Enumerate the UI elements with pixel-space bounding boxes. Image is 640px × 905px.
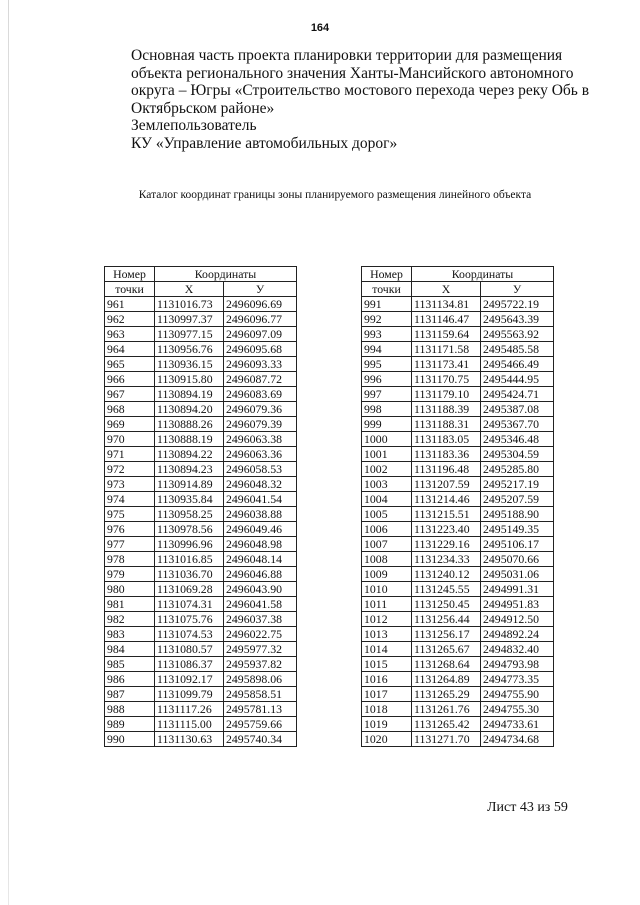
point-number-cell: 966 (105, 372, 155, 387)
point-number-cell: 995 (362, 357, 412, 372)
point-number-cell: 1020 (362, 732, 412, 747)
coord-x-cell: 1131183.05 (412, 432, 481, 447)
coord-y-cell: 2494892.24 (481, 627, 554, 642)
table-row (362, 687, 554, 702)
table-row (105, 342, 297, 357)
coord-y-cell: 2495188.90 (481, 507, 554, 522)
coord-y-cell: 2496096.69 (224, 297, 297, 312)
point-number-cell: 1014 (362, 642, 412, 657)
point-number-cell: 999 (362, 417, 412, 432)
point-number-cell: 1016 (362, 672, 412, 687)
header-number-bottom: точки (362, 282, 412, 297)
coord-x-cell: 1130978.56 (155, 522, 224, 537)
point-number-cell: 1001 (362, 447, 412, 462)
coord-x-cell: 1130888.19 (155, 432, 224, 447)
coord-x-cell: 1131069.28 (155, 582, 224, 597)
coord-x-cell: 1131188.39 (412, 402, 481, 417)
point-number-cell: 1006 (362, 522, 412, 537)
table-row (105, 462, 297, 477)
coord-y-cell: 2494912.50 (481, 612, 554, 627)
table-row (362, 657, 554, 672)
table-row (362, 297, 554, 312)
point-number-cell: 1008 (362, 552, 412, 567)
coord-y-cell: 2495285.80 (481, 462, 554, 477)
point-number-cell: 1012 (362, 612, 412, 627)
table-row (105, 372, 297, 387)
coord-y-cell: 2495858.51 (224, 687, 297, 702)
point-number-cell: 1004 (362, 492, 412, 507)
coord-x-cell: 1130894.20 (155, 402, 224, 417)
table-row (105, 507, 297, 522)
coord-y-cell: 2496095.68 (224, 342, 297, 357)
table-row (105, 612, 297, 627)
coord-x-cell: 1131170.75 (412, 372, 481, 387)
coord-x-cell: 1131214.46 (412, 492, 481, 507)
table-row (362, 342, 554, 357)
coord-x-cell: 1131240.12 (412, 567, 481, 582)
coord-y-cell: 2495722.19 (481, 297, 554, 312)
header-x: X (412, 282, 481, 297)
coord-x-cell: 1131086.37 (155, 657, 224, 672)
coord-x-cell: 1131173.41 (412, 357, 481, 372)
point-number-cell: 985 (105, 657, 155, 672)
header-number-top: Номер (105, 267, 155, 282)
point-number-cell: 963 (105, 327, 155, 342)
point-number-cell: 988 (105, 702, 155, 717)
point-number-cell: 1015 (362, 657, 412, 672)
table-body-right (362, 297, 554, 747)
coord-x-cell: 1131196.48 (412, 462, 481, 477)
point-number-cell: 982 (105, 612, 155, 627)
table-row (362, 432, 554, 447)
coord-y-cell: 2495387.08 (481, 402, 554, 417)
point-number-cell: 993 (362, 327, 412, 342)
header-line: округа – Югры «Строительство мостового перехода через реку Обь в (131, 82, 590, 100)
coord-x-cell: 1131075.76 (155, 612, 224, 627)
point-number-cell: 1019 (362, 717, 412, 732)
coord-y-cell: 2496022.75 (224, 627, 297, 642)
table-row (362, 732, 554, 747)
table-row (105, 327, 297, 342)
coordinates-table-right (361, 266, 554, 747)
point-number-cell: 975 (105, 507, 155, 522)
coord-y-cell: 2496079.39 (224, 417, 297, 432)
point-number-cell: 973 (105, 477, 155, 492)
coord-x-cell: 1130914.89 (155, 477, 224, 492)
point-number-cell: 980 (105, 582, 155, 597)
table-row (105, 297, 297, 312)
table-row (105, 582, 297, 597)
coord-x-cell: 1131223.40 (412, 522, 481, 537)
table-row (362, 672, 554, 687)
coord-x-cell: 1131265.29 (412, 687, 481, 702)
table-body-left (105, 297, 297, 747)
coord-y-cell: 2495563.92 (481, 327, 554, 342)
table-row (362, 492, 554, 507)
coord-x-cell: 1130956.76 (155, 342, 224, 357)
table-row (105, 732, 297, 747)
table-row (362, 582, 554, 597)
coord-x-cell: 1130997.37 (155, 312, 224, 327)
table-row (105, 627, 297, 642)
coord-y-cell: 2495424.71 (481, 387, 554, 402)
table-row (105, 597, 297, 612)
point-number-cell: 967 (105, 387, 155, 402)
coord-y-cell: 2495444.95 (481, 372, 554, 387)
point-number-cell: 976 (105, 522, 155, 537)
coord-x-cell: 1131074.31 (155, 597, 224, 612)
point-number-cell: 1002 (362, 462, 412, 477)
coord-y-cell: 2495485.58 (481, 342, 554, 357)
document-header (131, 47, 591, 153)
coord-x-cell: 1131215.51 (412, 507, 481, 522)
table-row (105, 522, 297, 537)
scan-edge-shadow (8, 0, 9, 905)
coord-x-cell: 1131099.79 (155, 687, 224, 702)
table-row (362, 372, 554, 387)
point-number-cell: 970 (105, 432, 155, 447)
table-row (105, 432, 297, 447)
coord-x-cell: 1130935.84 (155, 492, 224, 507)
table-row (105, 657, 297, 672)
coord-y-cell: 2496038.88 (224, 507, 297, 522)
coord-x-cell: 1131171.58 (412, 342, 481, 357)
page-number: 164 (310, 22, 330, 34)
coord-x-cell: 1131271.70 (412, 732, 481, 747)
point-number-cell: 1010 (362, 582, 412, 597)
coord-y-cell: 2496087.72 (224, 372, 297, 387)
table-row (362, 627, 554, 642)
point-number-cell: 1000 (362, 432, 412, 447)
point-number-cell: 1007 (362, 537, 412, 552)
table-row (362, 447, 554, 462)
point-number-cell: 972 (105, 462, 155, 477)
table-row (362, 702, 554, 717)
coord-x-cell: 1131146.47 (412, 312, 481, 327)
table-row (362, 417, 554, 432)
coord-y-cell: 2495070.66 (481, 552, 554, 567)
table-row (105, 537, 297, 552)
header-line: Октябрьском районе» (131, 99, 275, 117)
coord-x-cell: 1131268.64 (412, 657, 481, 672)
point-number-cell: 981 (105, 597, 155, 612)
point-number-cell: 968 (105, 402, 155, 417)
coord-y-cell: 2494793.98 (481, 657, 554, 672)
coord-x-cell: 1130936.15 (155, 357, 224, 372)
coord-y-cell: 2495106.17 (481, 537, 554, 552)
table-row (362, 612, 554, 627)
coord-x-cell: 1131117.26 (155, 702, 224, 717)
coord-x-cell: 1131183.36 (412, 447, 481, 462)
table-row (105, 687, 297, 702)
coord-y-cell: 2496096.77 (224, 312, 297, 327)
coord-y-cell: 2494991.31 (481, 582, 554, 597)
table-row (362, 522, 554, 537)
coord-y-cell: 2496058.53 (224, 462, 297, 477)
coord-x-cell: 1130894.23 (155, 462, 224, 477)
coord-y-cell: 2495781.13 (224, 702, 297, 717)
coord-y-cell: 2495346.48 (481, 432, 554, 447)
table-row (362, 717, 554, 732)
coord-x-cell: 1131179.10 (412, 387, 481, 402)
point-number-cell: 969 (105, 417, 155, 432)
point-number-cell: 992 (362, 312, 412, 327)
point-number-cell: 990 (105, 732, 155, 747)
header-number-bottom: точки (105, 282, 155, 297)
table-row (105, 717, 297, 732)
table-row (105, 387, 297, 402)
header-y: У (481, 282, 554, 297)
coord-x-cell: 1131036.70 (155, 567, 224, 582)
coord-x-cell: 1130915.80 (155, 372, 224, 387)
coord-x-cell: 1130996.96 (155, 537, 224, 552)
point-number-cell: 987 (105, 687, 155, 702)
coord-x-cell: 1130894.19 (155, 387, 224, 402)
coord-y-cell: 2496041.54 (224, 492, 297, 507)
point-number-cell: 974 (105, 492, 155, 507)
point-number-cell: 961 (105, 297, 155, 312)
coord-y-cell: 2494755.90 (481, 687, 554, 702)
coord-y-cell: 2496063.38 (224, 432, 297, 447)
point-number-cell: 1011 (362, 597, 412, 612)
point-number-cell: 1005 (362, 507, 412, 522)
coord-y-cell: 2496049.46 (224, 522, 297, 537)
catalog-title: Каталог координат границы зоны планируемого размещения линейного объекта (138, 189, 532, 201)
coord-x-cell: 1131207.59 (412, 477, 481, 492)
coord-y-cell: 2496043.90 (224, 582, 297, 597)
table-row (362, 567, 554, 582)
table-row (362, 462, 554, 477)
table-row (105, 567, 297, 582)
point-number-cell: 971 (105, 447, 155, 462)
coord-x-cell: 1131265.42 (412, 717, 481, 732)
coord-x-cell: 1131234.33 (412, 552, 481, 567)
header-line: объекта регионального значения Ханты-Мансийского автономного (131, 64, 574, 82)
coord-x-cell: 1131264.89 (412, 672, 481, 687)
header-line: Землепользователь (131, 117, 257, 135)
coord-y-cell: 2496041.58 (224, 597, 297, 612)
coord-y-cell: 2494734.68 (481, 732, 554, 747)
table-row (362, 552, 554, 567)
coord-y-cell: 2494733.61 (481, 717, 554, 732)
coord-y-cell: 2496037.38 (224, 612, 297, 627)
table-row (105, 702, 297, 717)
coord-y-cell: 2496093.33 (224, 357, 297, 372)
coord-x-cell: 1131188.31 (412, 417, 481, 432)
coord-x-cell: 1131115.00 (155, 717, 224, 732)
coord-y-cell: 2494832.40 (481, 642, 554, 657)
coord-y-cell: 2494755.30 (481, 702, 554, 717)
header-line: КУ «Управление автомобильных дорог» (131, 134, 398, 152)
coord-x-cell: 1130888.26 (155, 417, 224, 432)
coord-x-cell: 1130958.25 (155, 507, 224, 522)
coord-y-cell: 2495898.06 (224, 672, 297, 687)
table-row (105, 447, 297, 462)
point-number-cell: 964 (105, 342, 155, 357)
coord-x-cell: 1131016.73 (155, 297, 224, 312)
table-row (105, 672, 297, 687)
coord-y-cell: 2496063.36 (224, 447, 297, 462)
coord-x-cell: 1131159.64 (412, 327, 481, 342)
table-row (362, 312, 554, 327)
coord-y-cell: 2495977.32 (224, 642, 297, 657)
table-row (362, 402, 554, 417)
point-number-cell: 1018 (362, 702, 412, 717)
coord-y-cell: 2496083.69 (224, 387, 297, 402)
point-number-cell: 1017 (362, 687, 412, 702)
table-row (105, 492, 297, 507)
coord-y-cell: 2496048.98 (224, 537, 297, 552)
header-number-top: Номер (362, 267, 412, 282)
coord-y-cell: 2496046.88 (224, 567, 297, 582)
coord-y-cell: 2495643.39 (481, 312, 554, 327)
header-x: X (155, 282, 224, 297)
coord-x-cell: 1131130.63 (155, 732, 224, 747)
table-row (362, 477, 554, 492)
point-number-cell: 989 (105, 717, 155, 732)
coord-x-cell: 1131256.44 (412, 612, 481, 627)
table-row (362, 507, 554, 522)
coord-x-cell: 1131092.17 (155, 672, 224, 687)
coord-y-cell: 2496048.14 (224, 552, 297, 567)
point-number-cell: 998 (362, 402, 412, 417)
table-row (105, 417, 297, 432)
table-row (362, 597, 554, 612)
coord-x-cell: 1131134.81 (412, 297, 481, 312)
coord-y-cell: 2494951.83 (481, 597, 554, 612)
coord-x-cell: 1130977.15 (155, 327, 224, 342)
coord-x-cell: 1131080.57 (155, 642, 224, 657)
coord-y-cell: 2495466.49 (481, 357, 554, 372)
coord-x-cell: 1131245.55 (412, 582, 481, 597)
point-number-cell: 978 (105, 552, 155, 567)
table-row (362, 387, 554, 402)
coord-x-cell: 1131074.53 (155, 627, 224, 642)
coord-y-cell: 2495217.19 (481, 477, 554, 492)
point-number-cell: 1013 (362, 627, 412, 642)
coord-x-cell: 1130894.22 (155, 447, 224, 462)
coord-y-cell: 2495759.66 (224, 717, 297, 732)
coord-x-cell: 1131016.85 (155, 552, 224, 567)
coord-x-cell: 1131261.76 (412, 702, 481, 717)
coord-y-cell: 2496048.32 (224, 477, 297, 492)
coord-y-cell: 2495304.59 (481, 447, 554, 462)
coord-y-cell: 2496097.09 (224, 327, 297, 342)
coord-x-cell: 1131256.17 (412, 627, 481, 642)
table-row (105, 402, 297, 417)
table-row (105, 312, 297, 327)
coord-y-cell: 2495740.34 (224, 732, 297, 747)
coordinates-table-left (104, 266, 297, 747)
coord-y-cell: 2495031.06 (481, 567, 554, 582)
header-coordinates: Координаты (412, 267, 554, 282)
point-number-cell: 984 (105, 642, 155, 657)
table-row (362, 357, 554, 372)
header-y: У (224, 282, 297, 297)
point-number-cell: 996 (362, 372, 412, 387)
point-number-cell: 965 (105, 357, 155, 372)
header-line: Основная часть проекта планировки территории для размещения (131, 47, 563, 64)
table-row (105, 642, 297, 657)
coord-x-cell: 1131265.67 (412, 642, 481, 657)
table-row (105, 477, 297, 492)
coord-y-cell: 2495149.35 (481, 522, 554, 537)
point-number-cell: 979 (105, 567, 155, 582)
point-number-cell: 994 (362, 342, 412, 357)
table-row (105, 357, 297, 372)
header-coordinates: Координаты (155, 267, 297, 282)
point-number-cell: 1003 (362, 477, 412, 492)
point-number-cell: 983 (105, 627, 155, 642)
point-number-cell: 997 (362, 387, 412, 402)
sheet-label: Лист 43 из 59 (487, 800, 568, 815)
point-number-cell: 962 (105, 312, 155, 327)
coord-x-cell: 1131229.16 (412, 537, 481, 552)
coord-y-cell: 2496079.36 (224, 402, 297, 417)
point-number-cell: 986 (105, 672, 155, 687)
table-row (105, 552, 297, 567)
coord-y-cell: 2495367.70 (481, 417, 554, 432)
coord-y-cell: 2494773.35 (481, 672, 554, 687)
table-row (362, 327, 554, 342)
coord-x-cell: 1131250.45 (412, 597, 481, 612)
coord-y-cell: 2495207.59 (481, 492, 554, 507)
point-number-cell: 1009 (362, 567, 412, 582)
coord-y-cell: 2495937.82 (224, 657, 297, 672)
point-number-cell: 977 (105, 537, 155, 552)
table-row (362, 537, 554, 552)
point-number-cell: 991 (362, 297, 412, 312)
table-row (362, 642, 554, 657)
